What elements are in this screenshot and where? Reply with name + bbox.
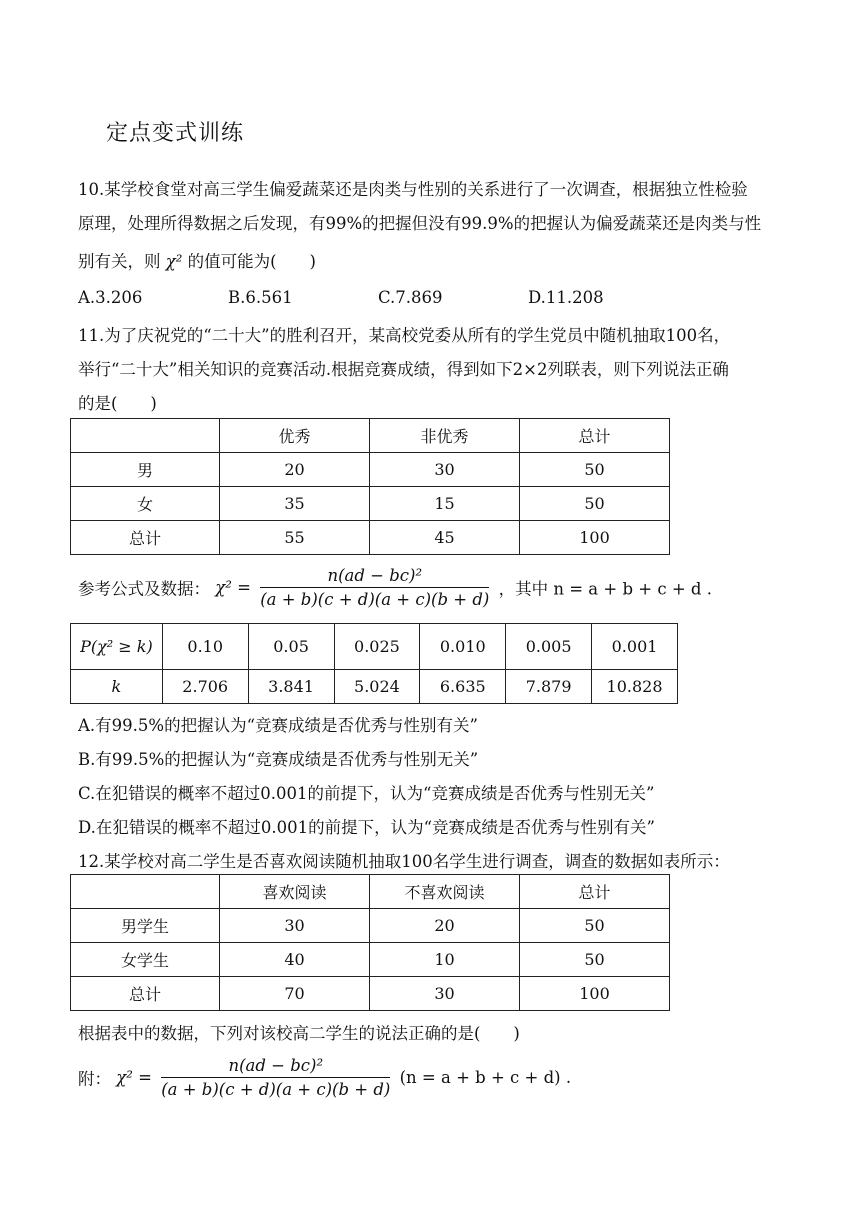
formula-tail: (n = a + b + c + d) . bbox=[399, 1068, 572, 1087]
table-header-row bbox=[71, 875, 670, 909]
table-cell: 7.879 bbox=[506, 670, 592, 704]
table-header: 总计 bbox=[520, 875, 670, 909]
q10-option-d[interactable]: D.11.208 bbox=[528, 288, 604, 307]
table-cell: 45 bbox=[370, 521, 520, 555]
table-header bbox=[71, 419, 220, 453]
q12-line2: 根据表中的数据，下列对该校高二学生的说法正确的是( ) bbox=[78, 1024, 520, 1043]
q10-option-a[interactable]: A.3.206 bbox=[78, 288, 143, 307]
section-heading: 定点变式训练 bbox=[106, 121, 245, 146]
equals-sign: = bbox=[237, 578, 251, 597]
table-header: 非优秀 bbox=[370, 419, 520, 453]
table-row bbox=[71, 977, 670, 1011]
table-cell: 0.05 bbox=[248, 624, 334, 670]
table-row bbox=[71, 521, 670, 555]
table-cell: 总计 bbox=[71, 977, 220, 1011]
table-cell: 40 bbox=[220, 943, 370, 977]
q11-contingency-table bbox=[70, 418, 670, 555]
chi-square-symbol: χ² bbox=[165, 252, 183, 271]
q10-option-c[interactable]: C.7.869 bbox=[378, 288, 443, 307]
table-cell: 50 bbox=[520, 909, 670, 943]
table-cell: 2.706 bbox=[162, 670, 248, 704]
q10-line3 bbox=[78, 248, 316, 272]
table-cell: 50 bbox=[520, 487, 670, 521]
table-cell: 0.001 bbox=[592, 624, 678, 670]
q10-line2: 原理，处理所得数据之后发现，有99%的把握但没有99.9%的把握认为偏爱蔬菜还是肉类与性 bbox=[78, 214, 762, 233]
table-row bbox=[71, 487, 670, 521]
table-cell: 10.828 bbox=[592, 670, 678, 704]
table-row bbox=[71, 453, 670, 487]
table-cell: 女 bbox=[71, 487, 220, 521]
table-header: 喜欢阅读 bbox=[220, 875, 370, 909]
fraction-denominator: (a + b)(c + d)(a + c)(b + d) bbox=[161, 1080, 391, 1099]
table-header bbox=[71, 875, 220, 909]
q12-formula bbox=[78, 1056, 571, 1099]
chi-square-fraction bbox=[161, 1056, 390, 1099]
table-row bbox=[71, 624, 678, 670]
table-cell: 15 bbox=[370, 487, 520, 521]
q11-line2: 举行“二十大”相关知识的竞赛活动.根据竞赛成绩，得到如下2×2列联表，则下列说法正确 bbox=[78, 360, 729, 379]
q11-line3: 的是( ) bbox=[78, 394, 157, 413]
critical-value-table bbox=[70, 623, 678, 704]
table-row-label: k bbox=[71, 670, 163, 704]
table-cell: 3.841 bbox=[248, 670, 334, 704]
formula-label: 参考公式及数据： bbox=[78, 579, 210, 599]
q11-option-d[interactable]: D.在犯错误的概率不超过0.001的前提下，认为“竞赛成绩是否优秀与性别有关” bbox=[78, 818, 655, 837]
table-header: 不喜欢阅读 bbox=[370, 875, 520, 909]
chi-square-symbol: χ² bbox=[116, 1068, 133, 1087]
table-cell: 55 bbox=[220, 521, 370, 555]
table-cell: 100 bbox=[520, 521, 670, 555]
table-cell: 20 bbox=[220, 453, 370, 487]
formula-tail: ，其中 n = a + b + c + d . bbox=[498, 579, 712, 599]
table-cell: 5.024 bbox=[334, 670, 420, 704]
table-cell: 50 bbox=[520, 453, 670, 487]
q10-line3-pre: 别有关，则 bbox=[78, 252, 161, 271]
table-cell: 10 bbox=[370, 943, 520, 977]
chi-square-symbol: χ² bbox=[215, 578, 232, 597]
q10-option-b[interactable]: B.6.561 bbox=[228, 288, 293, 307]
appendix-label: 附： bbox=[78, 1069, 111, 1089]
q12-contingency-table bbox=[70, 874, 670, 1011]
table-header: 优秀 bbox=[220, 419, 370, 453]
fraction-numerator: n(ad − bc)² bbox=[260, 566, 489, 588]
equals-sign: = bbox=[138, 1068, 152, 1087]
table-cell: 30 bbox=[370, 453, 520, 487]
q11-option-a[interactable]: A.有99.5%的把握认为“竞赛成绩是否优秀与性别有关” bbox=[78, 716, 478, 735]
table-cell: 6.635 bbox=[420, 670, 506, 704]
table-cell: 0.010 bbox=[420, 624, 506, 670]
fraction-numerator: n(ad − bc)² bbox=[161, 1056, 390, 1078]
table-cell: 男 bbox=[71, 453, 220, 487]
q11-option-b[interactable]: B.有99.5%的把握认为“竞赛成绩是否优秀与性别无关” bbox=[78, 750, 479, 769]
table-cell: 0.025 bbox=[334, 624, 420, 670]
table-header: 总计 bbox=[520, 419, 670, 453]
table-row bbox=[71, 909, 670, 943]
table-cell: 0.10 bbox=[162, 624, 248, 670]
table-row bbox=[71, 943, 670, 977]
table-cell: 0.005 bbox=[506, 624, 592, 670]
table-cell: 30 bbox=[370, 977, 520, 1011]
q11-formula bbox=[78, 566, 712, 609]
table-header-row bbox=[71, 419, 670, 453]
q11-option-c[interactable]: C.在犯错误的概率不超过0.001的前提下，认为“竞赛成绩是否优秀与性别无关” bbox=[78, 784, 655, 803]
fraction-denominator: (a + b)(c + d)(a + c)(b + d) bbox=[260, 590, 490, 609]
q12-line1: 12.某学校对高二学生是否喜欢阅读随机抽取100名学生进行调查，调查的数据如表所示： bbox=[78, 852, 730, 871]
q10-line1: 10.某学校食堂对高三学生偏爱蔬菜还是肉类与性别的关系进行了一次调查，根据独立性检验 bbox=[78, 180, 748, 199]
table-cell: 女学生 bbox=[71, 943, 220, 977]
table-cell: 20 bbox=[370, 909, 520, 943]
table-row bbox=[71, 670, 678, 704]
q11-line1: 11.为了庆祝党的“二十大”的胜利召开，某高校党委从所有的学生党员中随机抽取100名， bbox=[78, 326, 731, 345]
q10-line3-post: 的值可能为( ) bbox=[187, 252, 316, 271]
table-cell: 100 bbox=[520, 977, 670, 1011]
table-cell: 男学生 bbox=[71, 909, 220, 943]
table-row-label: P(χ² ≥ k) bbox=[71, 624, 163, 670]
table-cell: 50 bbox=[520, 943, 670, 977]
table-cell: 总计 bbox=[71, 521, 220, 555]
table-cell: 35 bbox=[220, 487, 370, 521]
table-cell: 70 bbox=[220, 977, 370, 1011]
chi-square-fraction bbox=[260, 566, 489, 609]
table-cell: 30 bbox=[220, 909, 370, 943]
